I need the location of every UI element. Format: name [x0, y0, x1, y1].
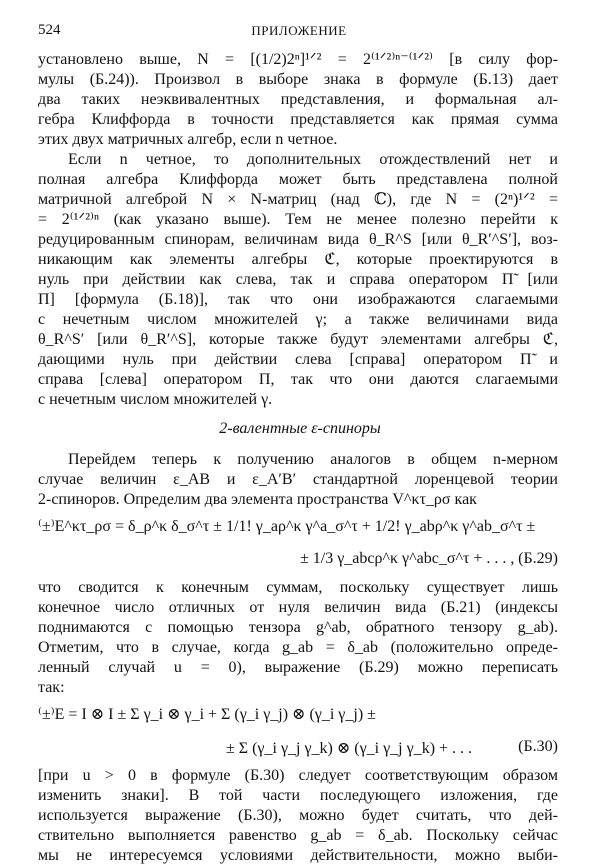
text-line: 2-спиноров. Определим два элемента пространства V^κτ_ρσ как	[38, 491, 477, 508]
equation-b30-line1: ⁽±⁾E = I ⊗ I ± Σ γ_i ⊗ γ_i + Σ (γ_i γ_j) ⊗ (γ_i γ_j) ±	[38, 706, 376, 723]
text-line: θ_R^S′ [или θ_R′^S], которые также будут элементами алгебры ℭ,	[38, 331, 558, 348]
equation-b29-line2: ± 1/3 γ_abcρ^κ γ^abc_σ^τ + . . . ,	[300, 550, 515, 567]
text-line: редуцированным спинорам, величинам вида θ_R^S [или θ_R′^S′], воз-	[38, 231, 558, 248]
text-line: с нечетным числом множителей γ.	[38, 391, 273, 408]
text-line: дающими нуль при действии слева [справа] оператором Π̃ и	[38, 351, 558, 368]
text-line: гебра Клиффорда в точности представляется как прямая сумма	[38, 111, 558, 128]
text-line: справа [слева] оператором Π, так что они даются слагаемыми	[38, 371, 558, 388]
text-line: мы не интересуемся условиями действительности, можно выби-	[38, 847, 558, 864]
text-line: два таких неэквивалентных представления, и формальная ал-	[38, 91, 558, 108]
text-line: установлено выше, N = [(1/2)2ⁿ]¹ᐟ² = 2⁽¹ᐟ²⁾ⁿ⁻⁽¹ᐟ²⁾ [в силу фор-	[38, 51, 558, 68]
text-line: мулы (Б.24)). Произвол в выборе знака в формуле (Б.13) дает	[38, 71, 558, 88]
text-line: полная алгебра Клиффорда может быть представлена полной	[38, 171, 558, 188]
text-line: никающим как элементы алгебры ℭ, которые проектируются в	[38, 251, 558, 268]
text-line: поднимаются с помощью тензора g^ab, обратного тензору g_ab).	[38, 619, 558, 636]
text-line: матричной алгеброй N × N-матриц (над ℂ), где N = (2ⁿ)¹ᐟ² =	[38, 191, 558, 208]
text-line: [при u > 0 в формуле (Б.30) следует соответствующим образом	[38, 767, 558, 784]
text-line: нуль при действии как слева, так и справа оператором Π̃ [или	[38, 271, 558, 288]
running-title: ПРИЛОЖЕНИЕ	[251, 23, 347, 38]
text-line: изменить знаки]. В той части последующего изложения, где	[38, 787, 558, 804]
text-line: так:	[38, 679, 65, 696]
text-line: ствительно выполняется равенство g_ab = δ_ab. Поскольку сейчас	[38, 827, 558, 844]
text-line: что сводится к конечным суммам, поскольку существует лишь	[38, 579, 558, 596]
text-line: ленный случай u = 0), выражение (Б.29) можно переписать	[38, 659, 558, 676]
text-line: случае величин ε_AB и ε_A′B′ стандартной лоренцевой теории	[38, 471, 558, 488]
text-line: = 2⁽¹ᐟ²⁾ⁿ (как указано выше). Тем не менее полезно перейти к	[38, 211, 558, 228]
page-number: 524	[38, 22, 61, 38]
text-line: Отметим, что в случае, когда g_ab = δ_ab (положительно опреде-	[38, 639, 558, 656]
page-header	[38, 22, 560, 42]
equation-number: (Б.29)	[518, 550, 558, 567]
text-line: Перейдем теперь к получению аналогов в общем n-мерном	[68, 451, 558, 468]
equation-b29-line1: ⁽±⁾E^κτ_ρσ = δ_ρ^κ δ_σ^τ ± 1/1! γ_aρ^κ γ^a_σ^τ + 1/2! γ_abρ^κ γ^ab_σ^τ ±	[38, 518, 536, 535]
text-line: Если n четное, то дополнительных отождествлений нет и	[68, 151, 558, 168]
text-line: с нечетным числом множителей γ; а также величинами вида	[38, 311, 558, 328]
text-line: используется выражение (Б.30), можно будет считать, что дей-	[38, 807, 558, 824]
equation-b30-line2: ± Σ (γ_i γ_j γ_k) ⊗ (γ_i γ_j γ_k) + . . .	[226, 740, 473, 757]
equation-number: (Б.30)	[518, 738, 558, 755]
text-line: этих двух матричных алгебр, если n четное.	[38, 131, 338, 148]
text-line: Π] [формула (Б.18)], так что они изображаются слагаемыми	[38, 291, 558, 308]
section-heading: 2-валентные ε-спиноры	[219, 420, 381, 437]
text-line: конечное число отличных от нуля величин вида (Б.21) (индексы	[38, 599, 558, 616]
